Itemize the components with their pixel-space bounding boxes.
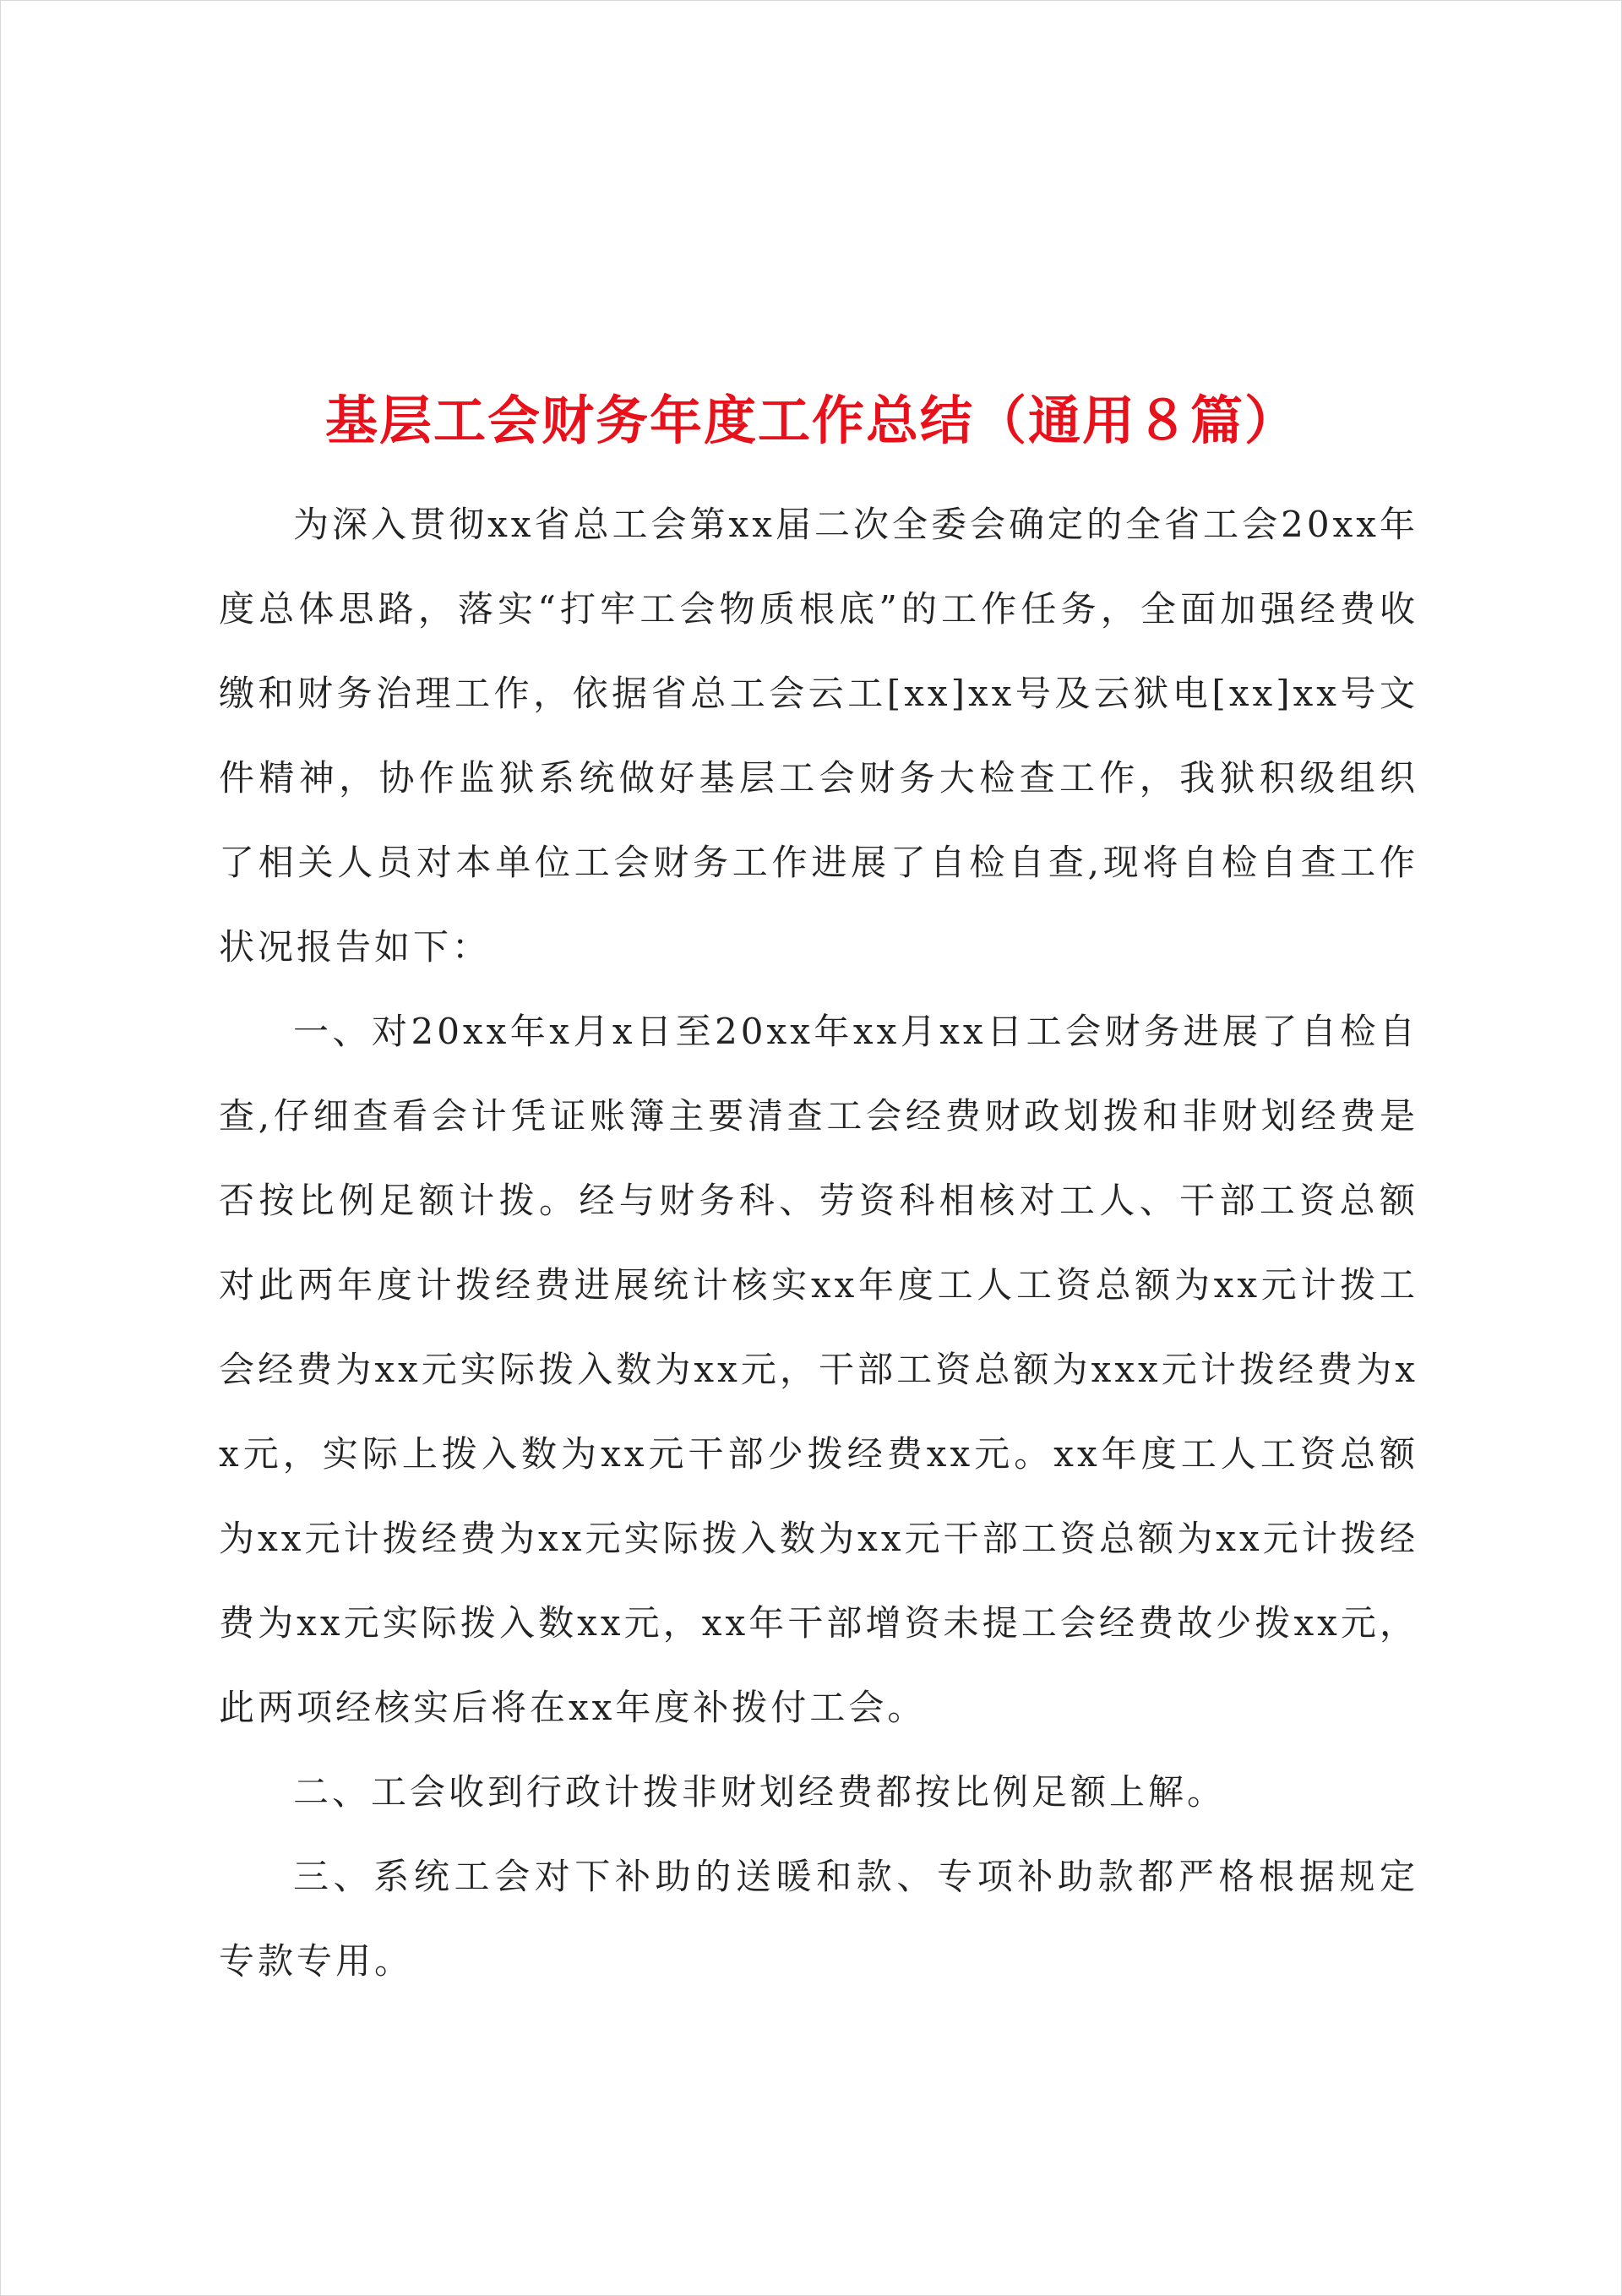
paragraph-item-2: 二、工会收到行政计拨非财划经费都按比例足额上解。 xyxy=(293,1771,1227,1813)
paragraph-item-1: 一、对20xx年x月x日至20xx年xx月xx日工会财务进展了自检自查,仔细查看会计凭证账簿主要清查工会经费财政划拨和非财划经费是否按比例足额计拨。经与财务科、劳资科相核对工人、干部工资总额对此两年度计拨经费进展统计核实xx年度工人工资总额为xx元计拨工会经费为xx元实际拨入数为xx元，干部工资总额为xxx元计拨经费为xx元，实际上拨入数为xx元干部少拨经费xx元。xx年度工人工资总额为xx元计拨经费为xx元实际拨入数为xx元干部工资总额为xx元计拨经费为xx元实际拨入数xx元，xx年干部增资未提工会经费故少拨xx元，此两项经核实后将在xx年度补拨付工会。 xyxy=(219,1011,1418,1728)
paragraph-intro: 为深入贯彻xx省总工会第xx届二次全委会确定的全省工会20xx年度总体思路，落实“打牢工会物质根底”的工作任务，全面加强经费收缴和财务治理工作，依据省总工会云工[xx]xx号及云狱电[xx]xx号文件精神，协作监狱系统做好基层工会财务大检查工作，我狱积级组织了相关人员对本单位工会财务工作进展了自检自查,现将自检自查工作状况报告如下： xyxy=(219,504,1418,968)
document-body xyxy=(219,483,1418,2004)
paragraph-item-3: 三、系统工会对下补助的送暖和款、专项补助款都严格根据规定专款专用。 xyxy=(219,1856,1418,1982)
document-title: 基层工会财务年度工作总结（通用８篇） xyxy=(324,389,1298,451)
